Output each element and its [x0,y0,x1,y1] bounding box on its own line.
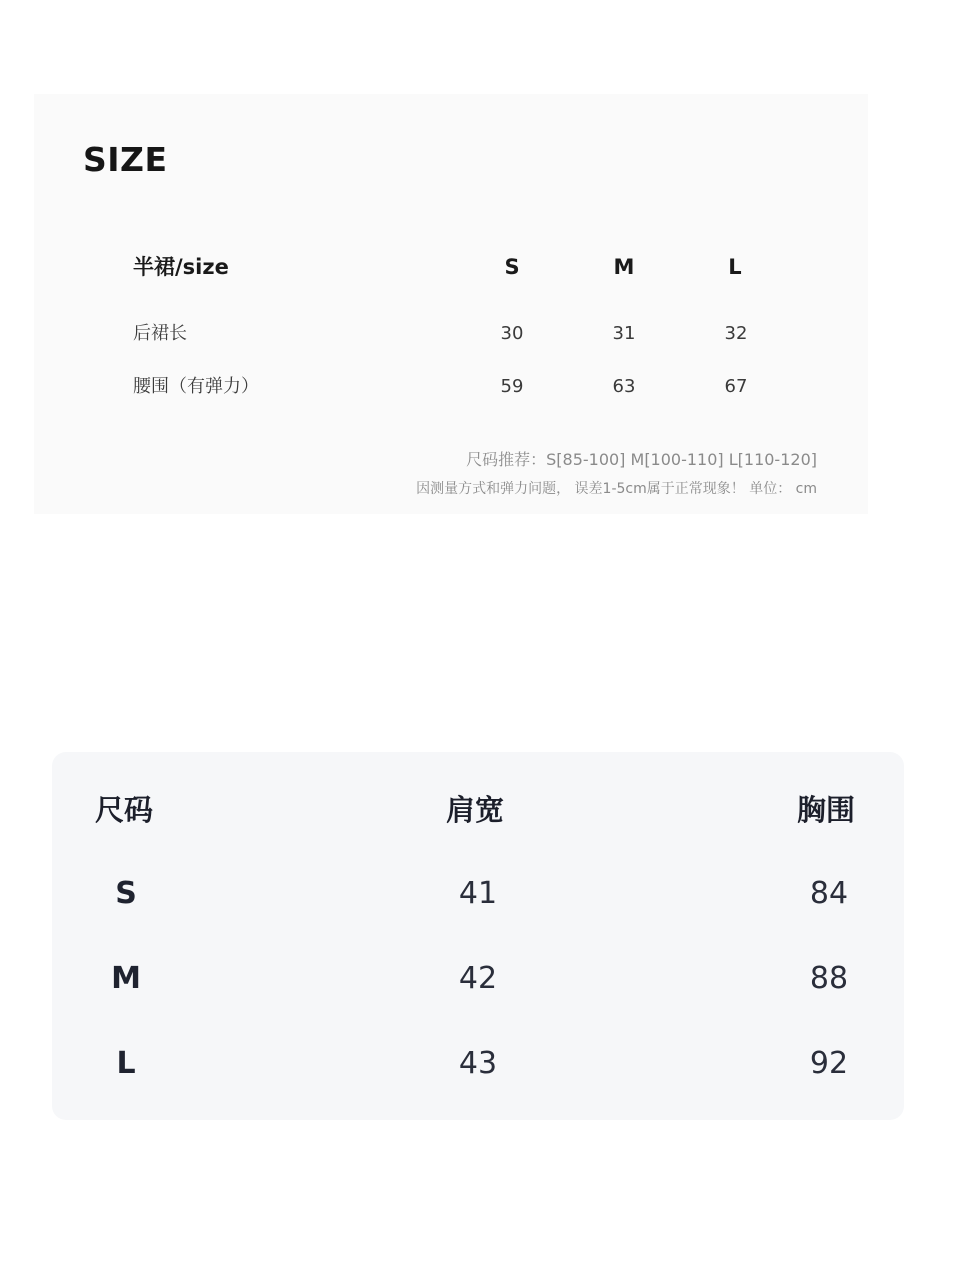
skirt-cell-waist-l: 67 [724,376,748,397]
skirt-cell-length-s: 30 [500,323,524,344]
measurement-disclaimer-note: 因测量方式和弹力问题， 误差1-5cm属于正常现象！ 单位： cm [416,481,817,497]
skirt-cell-length-l: 32 [724,323,748,344]
top-row-size-l: L [116,1046,136,1081]
skirt-header-label: 半裙/size [133,255,229,279]
skirt-row-label-length: 后裙长 [133,323,187,344]
top-cell-shoulder-s: 41 [458,876,498,911]
top-cell-chest-l: 92 [809,1046,849,1081]
size-title: SIZE [83,140,168,179]
top-cell-chest-m: 88 [809,961,849,996]
top-row-size-m: M [111,961,141,996]
top-header-size: 尺码 [95,793,154,827]
top-header-chest: 胸围 [797,793,856,827]
size-recommendation-note: 尺码推荐：S[85-100] M[100-110] L[110-120] [466,450,817,469]
skirt-row-label-waist: 腰围（有弹力） [133,376,259,397]
top-cell-shoulder-m: 42 [458,961,498,996]
top-row-size-s: S [115,876,137,911]
skirt-cell-waist-s: 59 [500,376,524,397]
skirt-header-size-m: M [613,255,635,279]
skirt-cell-waist-m: 63 [612,376,636,397]
top-cell-shoulder-l: 43 [458,1046,498,1081]
top-header-shoulder: 肩宽 [446,793,505,827]
skirt-header-size-l: L [728,255,742,279]
skirt-header-size-s: S [504,255,520,279]
top-cell-chest-s: 84 [809,876,849,911]
skirt-cell-length-m: 31 [612,323,636,344]
